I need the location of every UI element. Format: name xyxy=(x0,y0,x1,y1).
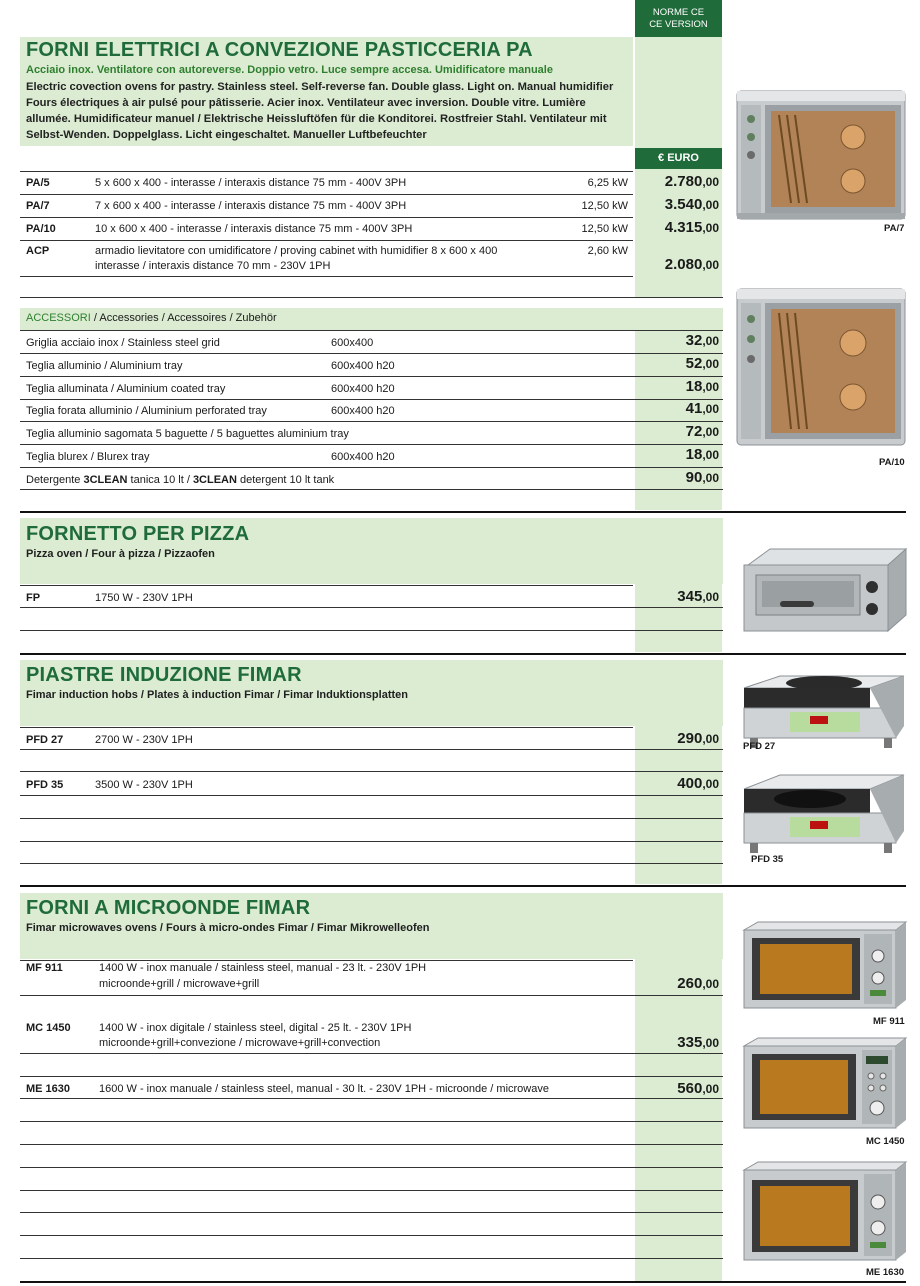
product-spec: 3500 W - 230V 1PH xyxy=(95,779,193,791)
product-power: 12,50 kW xyxy=(581,223,628,235)
product-power: 6,25 kW xyxy=(587,177,628,189)
product-code: MF 911 xyxy=(26,962,63,974)
product-power: 12,50 kW xyxy=(581,200,628,212)
product-price: 2.780,00 xyxy=(664,173,719,190)
mf911-caption: MF 911 xyxy=(873,1016,905,1027)
section1-desc-en: Electric covection ovens for pastry. Stainless steel. Self-reverse fan. Double glass. Light on. Manual humidifier xyxy=(26,81,614,93)
product-price: 400,00 xyxy=(677,775,719,792)
me1630-caption: ME 1630 xyxy=(866,1267,905,1278)
product-spec: 2700 W - 230V 1PH xyxy=(95,734,193,746)
accessory-price: 41,00 xyxy=(685,400,719,417)
pfd35-caption: PFD 35 xyxy=(751,854,784,865)
product-spec: 1750 W - 230V 1PH xyxy=(95,592,193,604)
section3-subtitle: Fimar induction hobs / Plates à induction Fimar / Fimar Induktionsplatten xyxy=(26,689,408,701)
product-spec-line2: microonde+grill / microwave+grill xyxy=(99,978,260,990)
product-price: 4.315,00 xyxy=(664,219,719,236)
section3-title: PIASTRE INDUZIONE FIMAR xyxy=(26,664,302,686)
product-price: 335,00 xyxy=(677,1034,719,1051)
product-code: ACP xyxy=(26,245,50,257)
product-price: 345,00 xyxy=(677,588,719,605)
accessory-price: 18,00 xyxy=(685,378,719,395)
accessory-price: 52,00 xyxy=(685,355,719,372)
pizza-oven-image xyxy=(740,545,908,637)
product-price: 560,00 xyxy=(677,1080,719,1097)
accessory-price: 72,00 xyxy=(685,423,719,440)
product-spec: 5 x 600 x 400 - interasse / interaxis distance 75 mm - 400V 3PH xyxy=(95,177,407,189)
accessory-name: Teglia blurex / Blurex tray xyxy=(26,451,150,463)
product-spec: 7 x 600 x 400 - interasse / interaxis distance 75 mm - 400V 3PH xyxy=(95,200,407,212)
norme-ce-line2: CE VERSION xyxy=(649,19,708,30)
norme-ce-header xyxy=(635,0,722,37)
pa7-caption: PA/7 xyxy=(884,223,905,234)
section4-subtitle: Fimar microwaves ovens / Fours à micro-ondes Fimar / Fimar Mikrowelleofen xyxy=(26,922,430,934)
product-spec: 1400 W - inox manuale / stainless steel, manual - 23 lt. - 230V 1PH xyxy=(99,962,427,974)
pfd27-caption: PFD 27 xyxy=(743,741,776,752)
section2-subtitle: Pizza oven / Four à pizza / Pizzaofen xyxy=(26,548,215,560)
section4-price-column xyxy=(635,959,722,1281)
pa10-caption: PA/10 xyxy=(879,457,905,468)
product-power: 2,60 kW xyxy=(587,245,628,257)
me1630-microwave-image xyxy=(740,1160,908,1264)
product-code: FP xyxy=(26,592,41,604)
accessories-title: ACCESSORI / Accessories / Accessoires / Zubehör xyxy=(26,312,277,324)
product-spec: 1600 W - inox manuale / stainless steel, manual - 30 lt. - 230V 1PH - microonde / microwave xyxy=(99,1083,549,1095)
product-spec-line2: microonde+grill+convezione / microwave+grill+convection xyxy=(99,1037,381,1049)
pa10-oven-image xyxy=(735,285,907,450)
accessory-name: Teglia alluminio sagomata 5 baguette / 5 baguettes aluminium tray xyxy=(26,428,349,440)
euro-header: € EURO xyxy=(635,148,722,169)
accessory-name: Teglia forata alluminio / Aluminium perforated tray xyxy=(26,405,267,417)
mc1450-caption: MC 1450 xyxy=(866,1136,905,1147)
section1-subtitle: Acciaio inox. Ventilatore con autoreverse. Doppio vetro. Luce sempre accesa. Umidificatore manuale xyxy=(26,64,553,76)
product-price: 2.080,00 xyxy=(664,256,719,273)
section1-price-column xyxy=(635,37,722,148)
product-code: PA/5 xyxy=(26,177,50,189)
norme-ce-line1: NORME CE xyxy=(652,7,705,18)
product-code: PFD 35 xyxy=(26,779,64,791)
section1-desc-fr-de: Fours électriques à air pulsé pour pâtisserie. Acier inox. Ventilateur avec inversion. Double vitre. Lumière allumée. Humidificateur manuel / Elektrische Heissluftöfen für die Konditorei. Rostfreier Stahl. Ventilateur mit Selbst-Wenden. Doppelglass. Licht eingeschaltet. Manueller Luftbefeuchter xyxy=(26,97,607,141)
accessory-size: 600x400 h20 xyxy=(331,383,395,395)
product-spec-line2: interasse / interaxis distance 70 mm - 230V 1PH xyxy=(95,260,331,272)
product-price: 3.540,00 xyxy=(664,196,719,213)
accessory-name: Griglia acciaio inox / Stainless steel grid xyxy=(26,337,220,349)
product-code: PA/10 xyxy=(26,223,56,235)
accessory-size: 600x400 h20 xyxy=(331,405,395,417)
accessory-size: 600x400 h20 xyxy=(331,451,395,463)
pfd35-hob-image xyxy=(740,773,906,857)
pa7-oven-image xyxy=(735,85,907,225)
section4-title: FORNI A MICROONDE FIMAR xyxy=(26,897,311,919)
accessory-name: Teglia alluminata / Aluminium coated tray xyxy=(26,383,226,395)
product-code: ME 1630 xyxy=(26,1083,71,1095)
section2-title: FORNETTO PER PIZZA xyxy=(26,523,250,545)
mc1450-microwave-image xyxy=(740,1036,908,1132)
detergent-price: 90,00 xyxy=(685,469,719,486)
product-code: MC 1450 xyxy=(26,1022,71,1034)
product-code: PA/7 xyxy=(26,200,50,212)
product-price: 260,00 xyxy=(677,975,719,992)
accessory-size: 600x400 h20 xyxy=(331,360,395,372)
accessory-name: Teglia alluminio / Aluminium tray xyxy=(26,360,183,372)
accessory-price: 32,00 xyxy=(685,332,719,349)
accessory-price: 18,00 xyxy=(685,446,719,463)
detergent-name: Detergente 3CLEAN tanica 10 lt / 3CLEAN detergent 10 lt tank xyxy=(26,474,335,486)
product-spec: 1400 W - inox digitale / stainless steel, digital - 25 lt. - 230V 1PH xyxy=(99,1022,412,1034)
product-spec: 10 x 600 x 400 - interasse / interaxis distance 75 mm - 400V 3PH xyxy=(95,223,413,235)
accessory-size: 600x400 xyxy=(331,337,374,349)
section1-title: FORNI ELETTRICI A CONVEZIONE PASTICCERIA PA xyxy=(26,39,533,61)
mf911-microwave-image xyxy=(740,920,908,1012)
product-code: PFD 27 xyxy=(26,734,64,746)
product-spec: armadio lievitatore con umidificatore / proving cabinet with humidifier 8 x 600 x 400 xyxy=(95,245,498,257)
product-price: 290,00 xyxy=(677,730,719,747)
